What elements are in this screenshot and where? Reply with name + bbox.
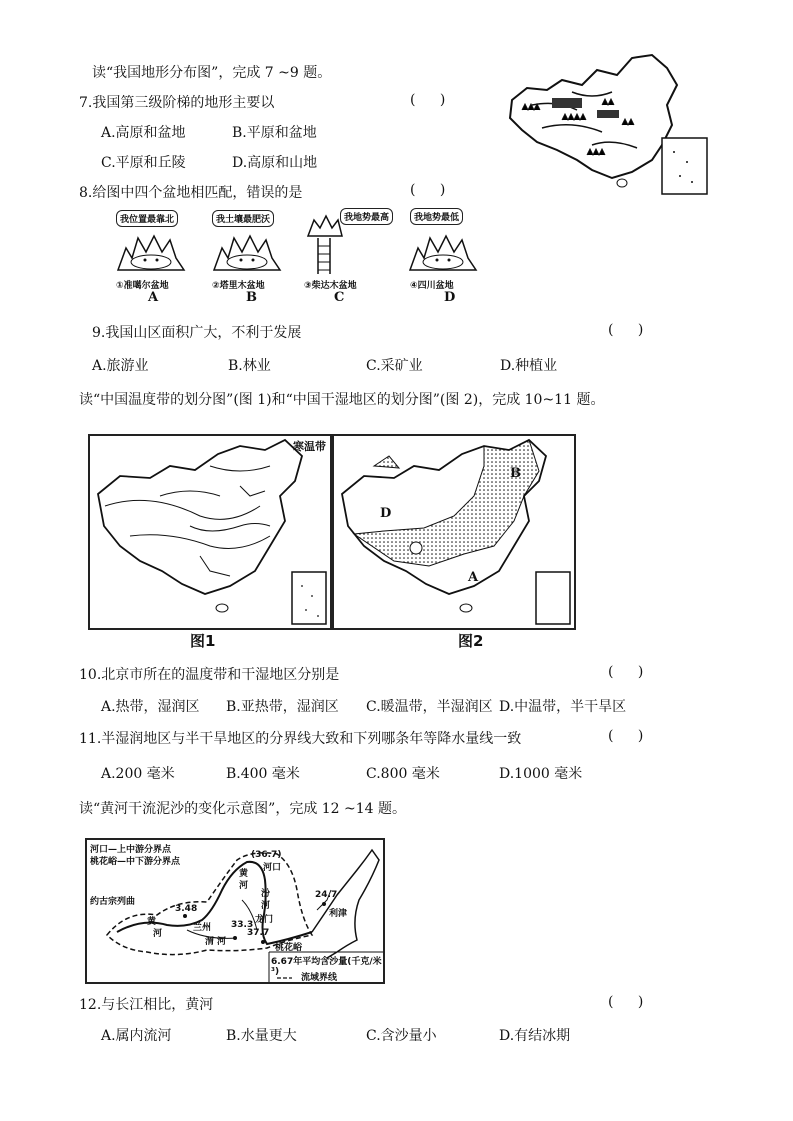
- q9-option-d[interactable]: D.种植业: [500, 358, 558, 374]
- china-topography-drawing: [502, 50, 712, 196]
- fig1-zone-label: 寒温带: [293, 440, 326, 453]
- basin-c-caption: ③柴达木盆地: [304, 281, 357, 291]
- basin-a-bubble: 我位置最靠北: [116, 210, 178, 227]
- label-taohuayu: 桃花峪: [275, 943, 303, 953]
- q12-option-c[interactable]: C.含沙量小: [366, 1028, 437, 1044]
- fig2-region-a: A: [468, 570, 479, 585]
- label-longmen: 龙门: [255, 915, 274, 925]
- intro-text-2: 读“中国温度带的划分图”(图 1)和“中国干湿地区的划分图”(图 2)，完成 10~11 题。: [79, 392, 605, 408]
- basin-figures: [108, 208, 488, 308]
- label-value-333: 33.3: [231, 920, 254, 930]
- legend-sediment: 6.67年平均含沙量(千克/米³): [271, 957, 382, 977]
- label-wei-he: 河: [217, 937, 227, 947]
- label-fen-he: 河: [261, 901, 271, 911]
- q12-option-d[interactable]: D.有结冰期: [499, 1028, 571, 1044]
- fig2-caption: 图2: [458, 632, 484, 650]
- topography-map: [502, 50, 712, 196]
- basin-d-letter[interactable]: D: [444, 290, 456, 305]
- q10-stem: 10.北京市所在的温度带和干湿地区分别是: [79, 667, 340, 683]
- basin-c-bubble: 我地势最高: [340, 208, 393, 225]
- label-value-377: 37.7: [247, 928, 270, 938]
- q8-answer-paren[interactable]: ( ): [410, 182, 456, 198]
- q11-option-b[interactable]: B.400 毫米: [226, 766, 300, 782]
- q8-stem: 8.给图中四个盆地相匹配，错误的是: [79, 185, 303, 201]
- basin-b-bubble: 我土壤最肥沃: [212, 210, 274, 227]
- q7-option-b[interactable]: B.平原和盆地: [232, 125, 317, 141]
- q7-answer-paren[interactable]: ( ): [410, 92, 456, 108]
- basin-c-letter[interactable]: C: [334, 290, 345, 305]
- legend-upper-middle: 河口—上中游分界点: [90, 845, 172, 855]
- basin-a-letter[interactable]: A: [148, 290, 159, 305]
- q11-option-a[interactable]: A.200 毫米: [101, 766, 175, 782]
- basin-d-drawing: [408, 230, 478, 274]
- fig2-region-b: B: [510, 466, 521, 481]
- q10-answer-paren[interactable]: ( ): [608, 664, 654, 680]
- basin-c-drawing: [304, 214, 344, 276]
- q12-option-b[interactable]: B.水量更大: [226, 1028, 297, 1044]
- intro-text-1: 读“我国地形分布图”，完成 7 ~9 题。: [92, 65, 332, 81]
- fig2-region-d: D: [380, 506, 392, 521]
- q11-answer-paren[interactable]: ( ): [608, 728, 654, 744]
- q9-stem: 9.我国山区面积广大，不利于发展: [92, 325, 302, 341]
- yellow-river-sediment-map: [85, 838, 385, 984]
- label-lanzhou: 兰州: [193, 923, 212, 933]
- q9-option-a[interactable]: A.旅游业: [92, 358, 149, 374]
- q11-option-d[interactable]: D.1000 毫米: [499, 766, 583, 782]
- q10-option-d[interactable]: D.中温带，半干旱区: [499, 699, 627, 715]
- fig1-caption: 图1: [190, 632, 216, 650]
- label-lijin: 利津: [329, 909, 348, 919]
- label-hekou: 河口: [263, 863, 282, 873]
- label-he-1: 河: [153, 929, 163, 939]
- basin-a-drawing: [116, 230, 186, 274]
- label-he-2: 河: [239, 881, 249, 891]
- dry-wet-region-drawing: [334, 436, 574, 628]
- temperature-zone-map: [88, 434, 332, 630]
- label-value-367: (36.7): [251, 850, 282, 860]
- label-value-348: 3.48: [175, 904, 198, 914]
- q12-stem: 12.与长江相比，黄河: [79, 997, 214, 1013]
- q12-answer-paren[interactable]: ( ): [608, 994, 654, 1010]
- label-source: 约古宗列曲: [90, 897, 136, 907]
- basin-b-caption: ②塔里木盆地: [212, 281, 265, 291]
- basin-d-bubble: 我地势最低: [410, 208, 463, 225]
- q9-option-c[interactable]: C.采矿业: [366, 358, 423, 374]
- q9-answer-paren[interactable]: ( ): [608, 322, 654, 338]
- basin-a-caption: ①准噶尔盆地: [116, 281, 169, 291]
- label-wei: 渭: [205, 937, 215, 947]
- q10-option-b[interactable]: B.亚热带，湿润区: [226, 699, 339, 715]
- dry-wet-region-map: [332, 434, 576, 630]
- label-value-247: 24.7: [315, 890, 338, 900]
- q9-option-b[interactable]: B.林业: [228, 358, 271, 374]
- q10-option-c[interactable]: C.暖温带，半湿润区: [366, 699, 493, 715]
- legend-middle-lower: 桃花峪—中下游分界点: [90, 857, 181, 867]
- temperature-zone-drawing: [90, 436, 330, 628]
- q10-option-a[interactable]: A.热带，湿润区: [101, 699, 200, 715]
- q11-option-c[interactable]: C.800 毫米: [366, 766, 440, 782]
- q7-option-d[interactable]: D.高原和山地: [232, 155, 318, 171]
- q12-option-a[interactable]: A.属内流河: [101, 1028, 172, 1044]
- label-fen: 汾: [261, 889, 271, 899]
- q7-option-a[interactable]: A.高原和盆地: [101, 125, 186, 141]
- basin-b-drawing: [212, 230, 282, 274]
- basin-d-caption: ④四川盆地: [410, 281, 454, 291]
- label-huang-1: 黄: [147, 917, 157, 927]
- label-huang-2: 黄: [239, 869, 249, 879]
- q7-option-c[interactable]: C.平原和丘陵: [101, 155, 186, 171]
- legend-basin-boundary: 流域界线: [301, 973, 338, 983]
- q7-stem: 7.我国第三级阶梯的地形主要以: [79, 95, 275, 111]
- intro-text-3: 读“黄河干流泥沙的变化示意图”，完成 12 ~14 题。: [79, 801, 407, 817]
- basin-b-letter[interactable]: B: [246, 290, 257, 305]
- q11-stem: 11.半湿润地区与半干旱地区的分界线大致和下列哪条年等降水量线一致: [79, 731, 522, 747]
